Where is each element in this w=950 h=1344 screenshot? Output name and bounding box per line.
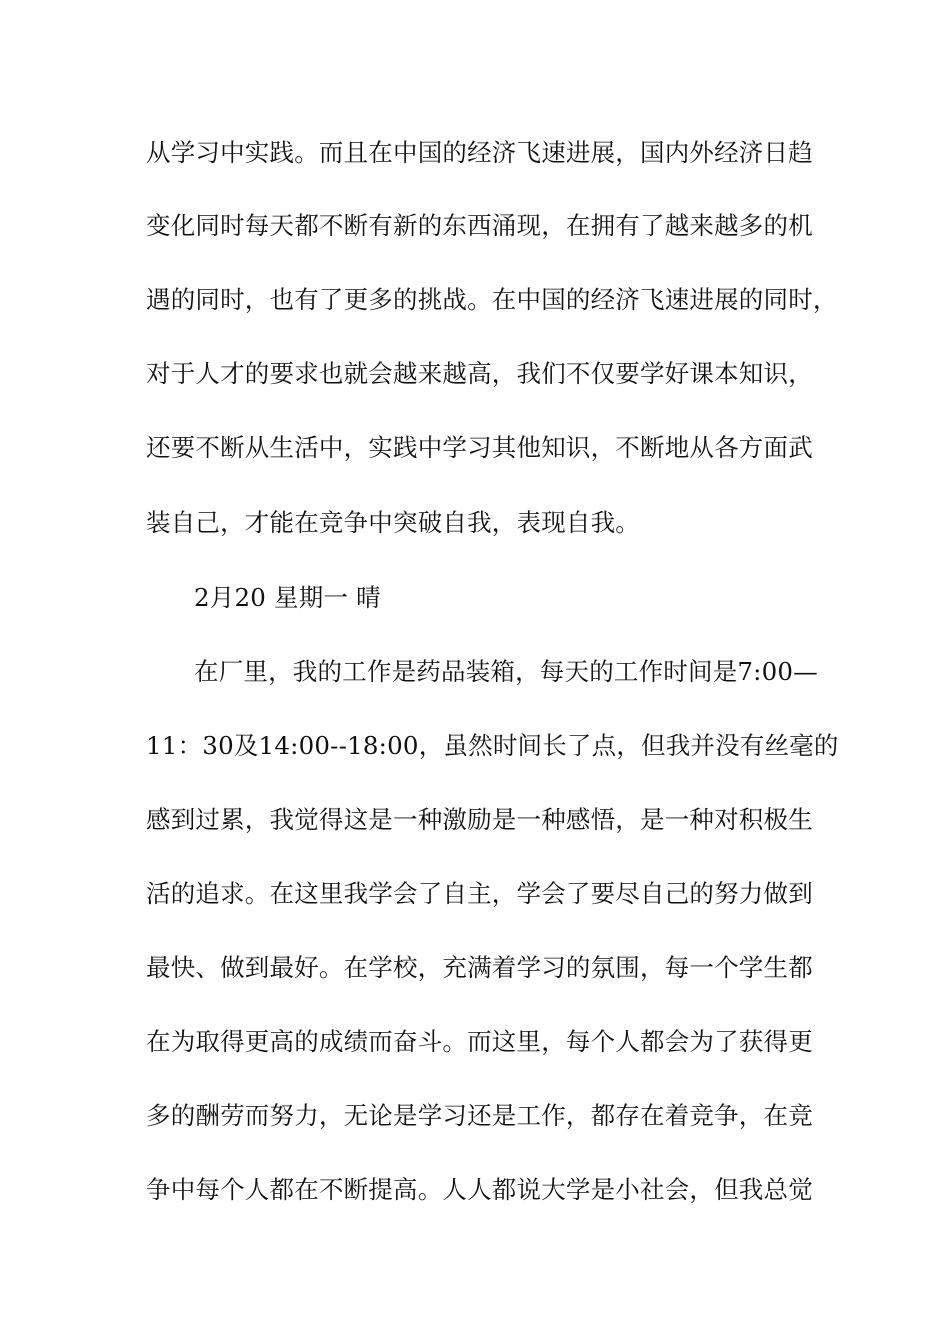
text-line: 争中每个人都在不断提高。人人都说大学是小社会，但我总觉 bbox=[146, 1175, 813, 1204]
text-line: 还要不断从生活中，实践中学习其他知识，不断地从各方面武 bbox=[146, 433, 813, 462]
text-line: 遇的同时，也有了更多的挑战。在中国的经济飞速进展的同时， bbox=[146, 285, 838, 314]
text-line: 在为取得更高的成绩而奋斗。而这里，每个人都会为了获得更 bbox=[146, 1027, 813, 1056]
text-line: 11：30及14:00--18:00，虽然时间长了点，但我并没有丝毫的 bbox=[146, 731, 839, 760]
text-line: 在厂里，我的工作是药品装箱，每天的工作时间是7:00— bbox=[194, 657, 818, 686]
text-line: 变化同时每天都不断有新的东西涌现，在拥有了越来越多的机 bbox=[146, 211, 813, 240]
text-line: 活的追求。在这里我学会了自主，学会了要尽自己的努力做到 bbox=[146, 879, 813, 908]
diary-date-heading: 2月20 星期一 晴 bbox=[194, 583, 381, 612]
text-line: 感到过累，我觉得这是一种激励是一种感悟，是一种对积极生 bbox=[146, 805, 813, 834]
text-line: 最快、做到最好。在学校，充满着学习的氛围，每一个学生都 bbox=[146, 953, 813, 982]
text-line: 多的酬劳而努力，无论是学习还是工作，都存在着竞争，在竞 bbox=[146, 1101, 813, 1130]
text-line: 对于人才的要求也就会越来越高，我们不仅要学好课本知识， bbox=[146, 359, 813, 388]
text-line: 装自己，才能在竞争中突破自我，表现自我。 bbox=[146, 508, 640, 537]
text-line: 从学习中实践。而且在中国的经济飞速进展，国内外经济日趋 bbox=[146, 138, 813, 167]
